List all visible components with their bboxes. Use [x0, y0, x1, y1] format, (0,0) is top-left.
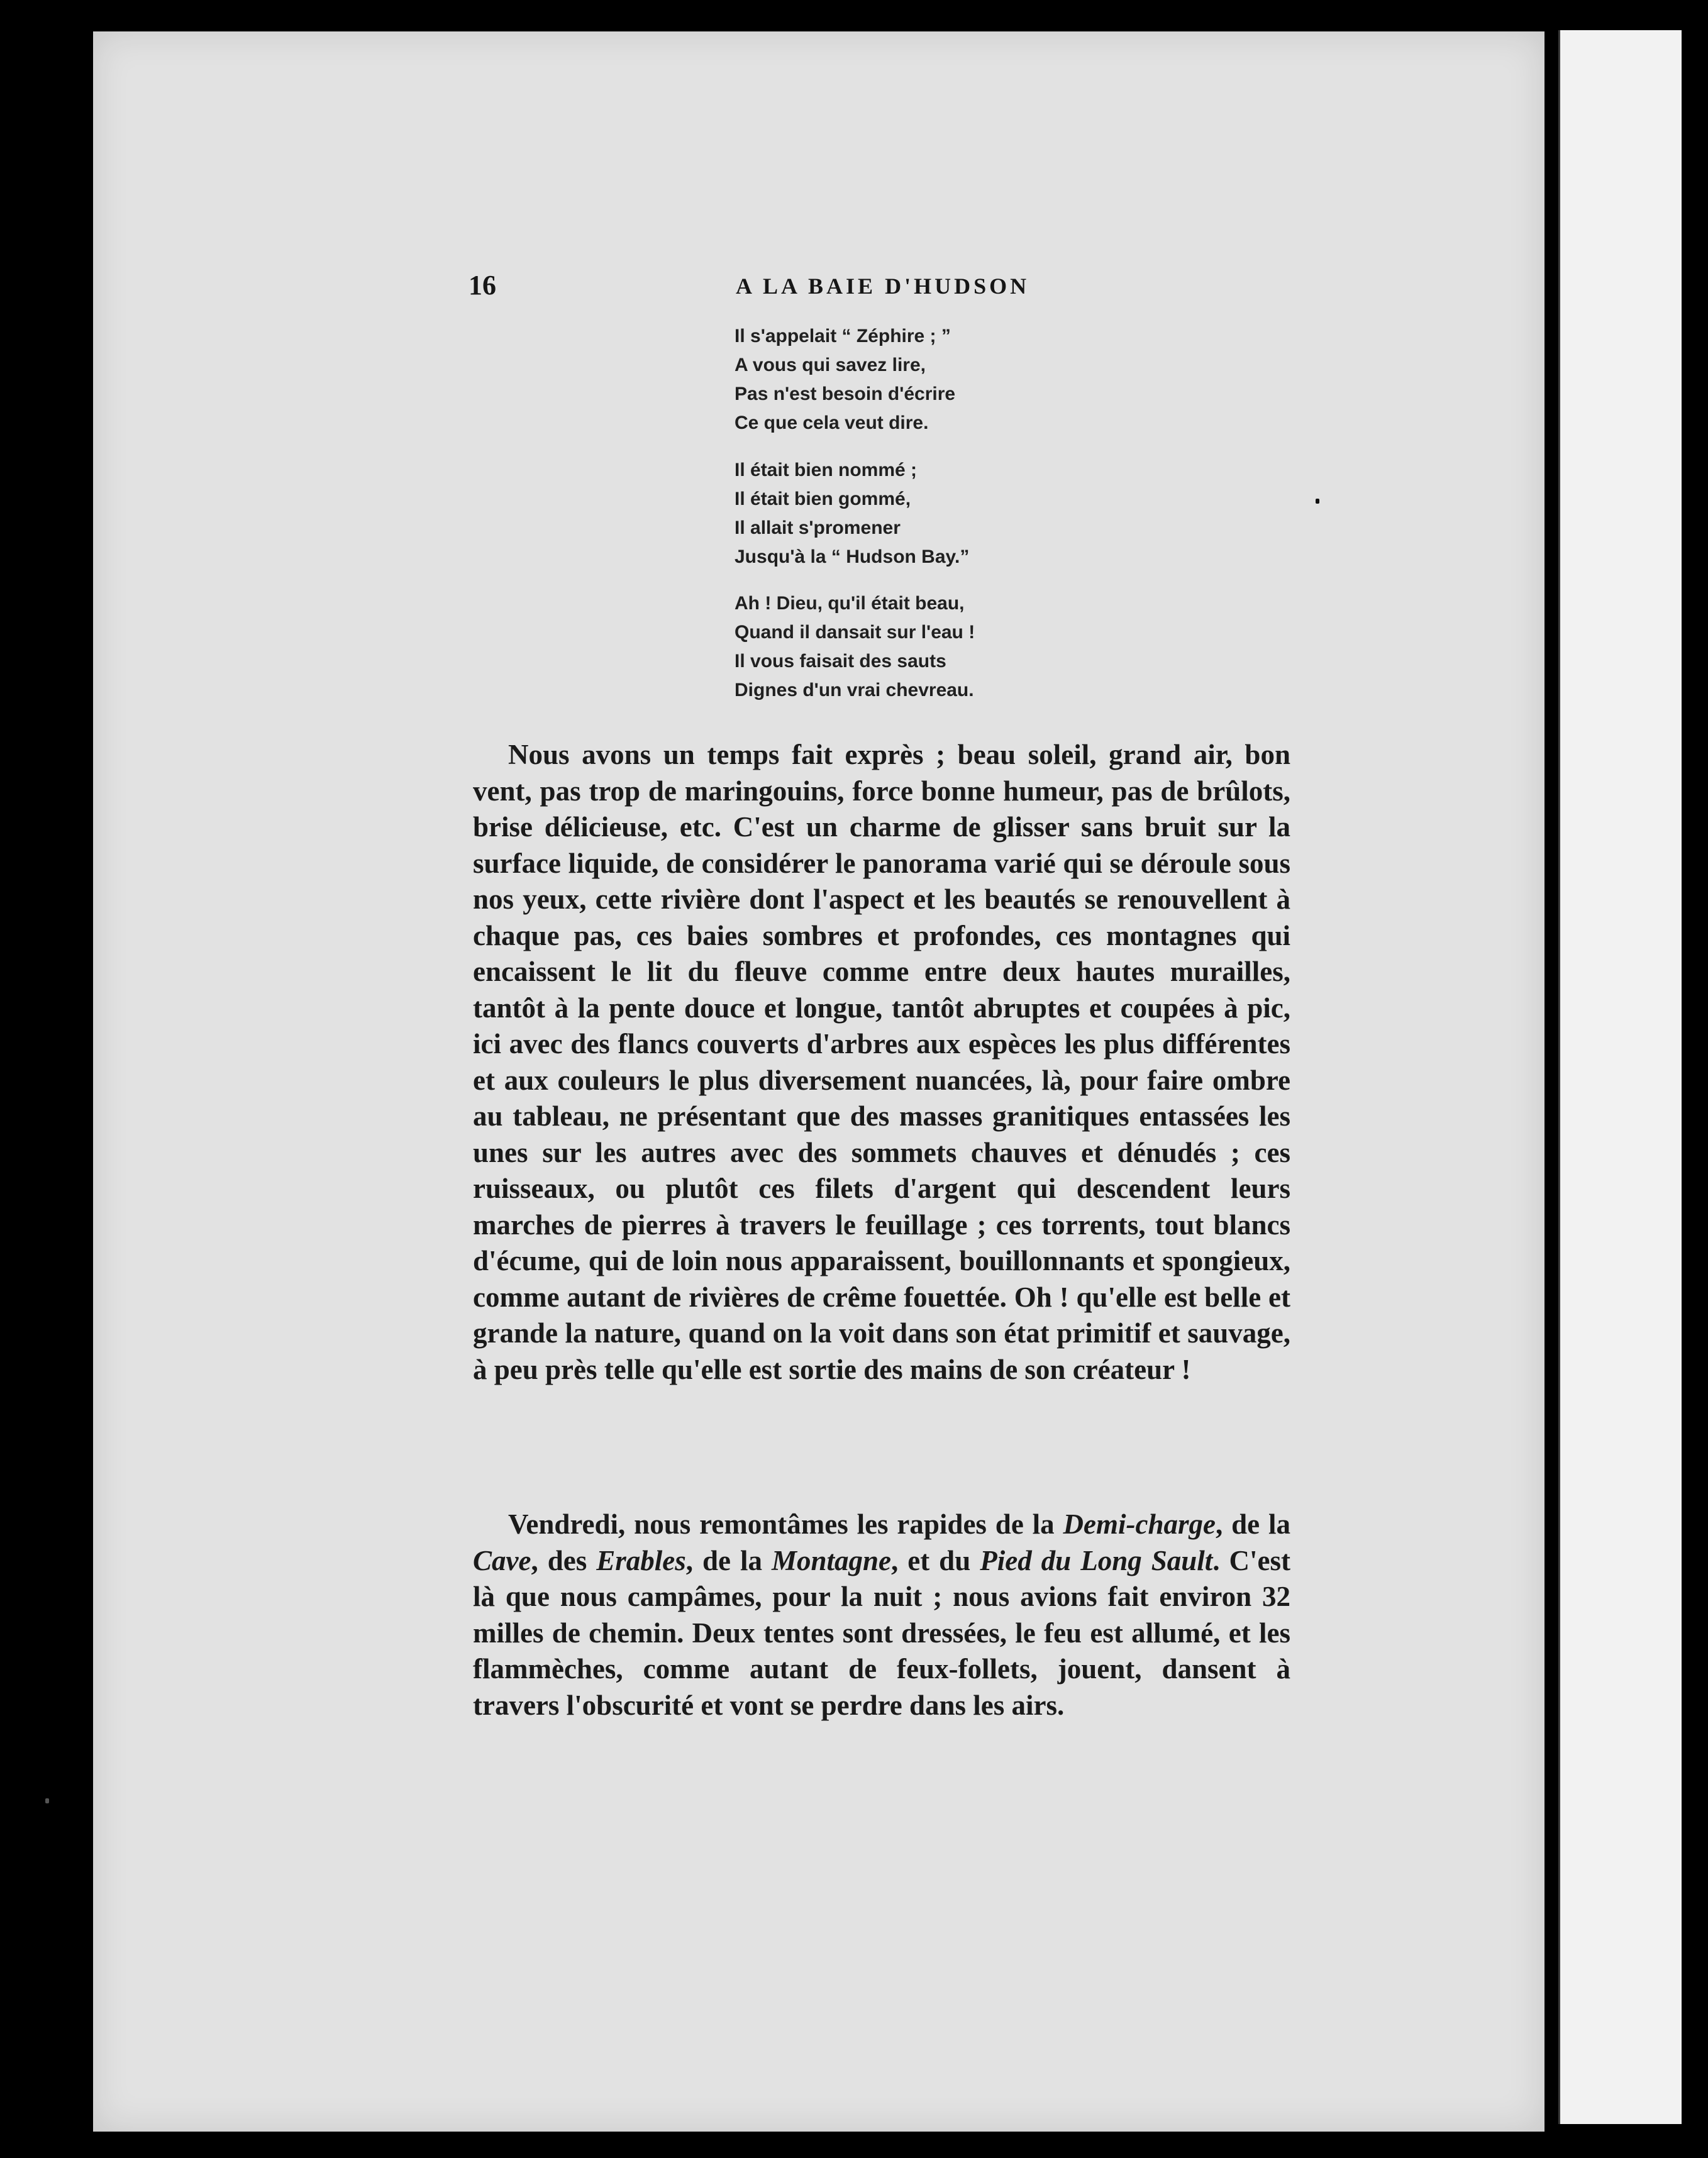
- place-name: Erables: [596, 1544, 686, 1576]
- text-run: , de la: [1216, 1508, 1290, 1540]
- poem-stanza: [735, 322, 955, 438]
- poem-line: Pas n'est besoin d'écrire: [735, 384, 956, 404]
- place-name: Cave: [473, 1544, 531, 1576]
- poem-line: Il vous faisait des sauts: [735, 651, 946, 672]
- place-name: Demi-charge: [1063, 1508, 1216, 1540]
- place-name: Montagne: [771, 1544, 891, 1576]
- scan-speck: [1316, 499, 1319, 504]
- prose-paragraph: [473, 1507, 1290, 1724]
- poem-line: Quand il dansait sur l'eau !: [735, 622, 975, 643]
- text-run: , des: [531, 1544, 597, 1576]
- poem-line: Ah ! Dieu, qu'il était beau,: [735, 593, 965, 614]
- poem-line: Il était bien nommé ;: [735, 460, 918, 480]
- poem-line: A vous qui savez lire,: [735, 355, 926, 375]
- poem-line: Il était bien gommé,: [735, 489, 911, 509]
- prose-paragraph: [473, 737, 1290, 1388]
- text-run: . C'est là que nous campâmes, pour la nuit ; nous avions fait environ 32 milles de chemin. Deux tentes sont dressées, le feu est allumé, et les flammèches, comme autant de feux-follets, jouent, dansent à travers l'obscurité et vont se perdre dans les airs.: [473, 1544, 1290, 1721]
- paragraph-text: Nous avons un temps fait exprès ; beau soleil, grand air, bon vent, pas trop de maringouins, force bonne humeur, pas de brûlots, brise délicieuse, etc. C'est un charme de glisser sans bruit sur la surface liquide, de considérer le panorama varié qui se déroule sous nos yeux, cette rivière dont l'aspect et les beautés se renouvellent à chaque pas, ces baies sombres et profondes, ces montagnes qui encaissent le lit du fleuve comme entre deux hautes murailles, tantôt à la pente douce et longue, tantôt abruptes et coupées à pic, ici avec des flancs couverts d'arbres aux espèces les plus différentes et aux couleurs le plus diversement nuancées, là, pour faire ombre au tableau, ne présentant que des masses granitiques entassées les unes sur les autres avec des sommets chauves et dénudés ; ces ruisseaux, ou plutôt ces filets d'argent qui descendent leurs marches de pierres à travers le feuillage ; ces torrents, tout blancs d'écume, qui de loin nous apparaissent, bouillonnants et spongieux, comme autant de rivières de crême fouettée. Oh ! qu'elle est belle et grande la nature, quand on la voit dans son état primitif et sauvage, à peu près telle qu'elle est sortie des mains de son créateur !: [473, 739, 1290, 1385]
- page-gutter-line: [1558, 30, 1560, 2124]
- poem-line: Il allait s'promener: [735, 517, 901, 538]
- poem-stanza: [735, 589, 975, 705]
- poem-line: Il s'appelait “ Zéphire ; ”: [735, 326, 951, 346]
- running-head: A LA BAIE D'HUDSON: [736, 274, 1030, 299]
- poem-stanza: [735, 456, 969, 572]
- text-run: Vendredi, nous remontâmes les rapides de la: [508, 1508, 1063, 1540]
- text-run: , de la: [685, 1544, 772, 1576]
- scan-speck: [45, 1798, 49, 1803]
- poem-line: Ce que cela veut dire.: [735, 412, 929, 433]
- paragraph-text: [473, 1507, 1290, 1724]
- poem-line: Dignes d'un vrai chevreau.: [735, 680, 974, 700]
- text-run: , et du: [891, 1544, 980, 1576]
- poem-line: Jusqu'à la “ Hudson Bay.”: [735, 546, 970, 567]
- place-name: Pied du Long Sault: [980, 1544, 1213, 1576]
- facing-page-strip: [1558, 30, 1682, 2124]
- page-number: 16: [469, 270, 496, 301]
